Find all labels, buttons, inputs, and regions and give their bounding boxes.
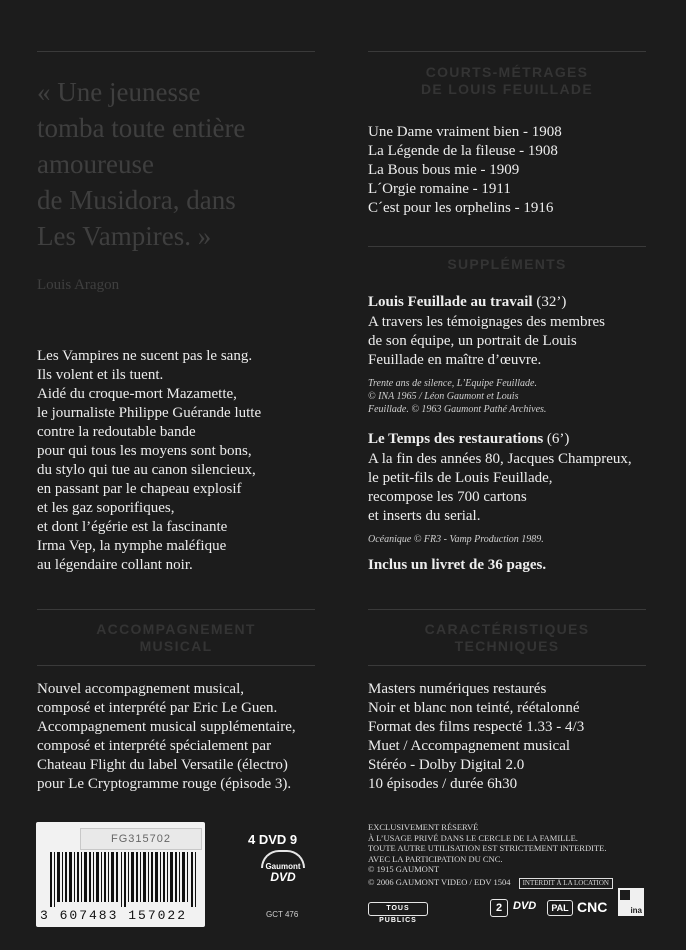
- legal-line: AVEC LA PARTICIPATION DU CNC.: [368, 853, 503, 864]
- legal-line-last: [368, 877, 613, 889]
- divider: [368, 246, 646, 247]
- barcode-number: 3 607483 157022: [40, 908, 188, 923]
- supplement-2-desc: [368, 450, 632, 526]
- divider: [368, 51, 646, 52]
- tech-heading-line: CARACTÉRISTIQUES: [424, 621, 590, 637]
- gaumont-dvd-logo: [258, 850, 308, 892]
- supplement-1-desc: [368, 313, 605, 370]
- barcode-label: [36, 822, 205, 927]
- desc-line: le petit-fils de Louis Feuillade,: [368, 470, 553, 486]
- logo-bottom-text: DVD: [270, 870, 296, 884]
- synopsis-line: pour qui tous les moyens sont bons,: [37, 443, 252, 459]
- list-item: La Bous bous mie - 1909: [368, 162, 520, 178]
- spec-line: Stéréo - Dolby Digital 2.0: [368, 757, 525, 773]
- synopsis-line: du stylo qui tue au canon silencieux,: [37, 462, 256, 478]
- legal-line: EXCLUSIVEMENT RÉSERVÉ: [368, 822, 479, 832]
- catalog-code: GCT 476: [266, 910, 299, 919]
- supplement-title: Louis Feuillade au travail: [368, 294, 533, 310]
- music-line: composé et interprété spécialement par: [37, 738, 272, 754]
- legal-line: © 2006 GAUMONT VIDEO / EDV 1504: [368, 877, 511, 887]
- list-item: La Légende de la fileuse - 1908: [368, 143, 558, 159]
- synopsis: [37, 347, 261, 575]
- synopsis-line: et dont l’égérie est la fascinante: [37, 519, 228, 535]
- spec-line: Noir et blanc non teinté, réétalonné: [368, 700, 580, 716]
- music-line: pour Le Cryptogramme rouge (épisode 3).: [37, 776, 292, 792]
- divider: [37, 665, 315, 666]
- dvd-count: 4 DVD 9: [248, 832, 298, 847]
- pal-badge: PAL: [547, 900, 573, 916]
- synopsis-line: au légendaire collant noir.: [37, 557, 193, 573]
- booklet-note: Inclus un livret de 36 pages.: [368, 557, 547, 573]
- synopsis-line: Ils volent et ils tuent.: [37, 367, 164, 383]
- synopsis-line: contre la redoutable bande: [37, 424, 196, 440]
- list-item: C´est pour les orphelins - 1916: [368, 200, 554, 216]
- supplement-2-credits: [368, 533, 544, 546]
- desc-line: et inserts du serial.: [368, 508, 481, 524]
- legal-line: À L’USAGE PRIVÉ DANS LE CERCLE DE LA FAMILLE.: [368, 832, 578, 843]
- ina-logo: [618, 888, 644, 916]
- synopsis-line: Les Vampires ne sucent pas le sang.: [37, 348, 253, 364]
- desc-line: A travers les témoignages des membres: [368, 314, 606, 330]
- desc-line: recompose les 700 cartons: [368, 489, 527, 505]
- spec-line: Muet / Accompagnement musical: [368, 738, 571, 754]
- quote-line: amoureuse: [37, 149, 154, 179]
- legal-line: TOUTE AUTRE UTILISATION EST STRICTEMENT INTERDITE.: [368, 843, 607, 853]
- tous-publics-badge: TOUS PUBLICS: [368, 902, 428, 916]
- price-sticker: FG315702: [80, 828, 202, 850]
- ina-logo-square-icon: [620, 890, 630, 900]
- tech-heading-line: TECHNIQUES: [454, 638, 560, 654]
- legal-line: © 1915 GAUMONT: [368, 864, 440, 874]
- rental-prohibited-badge: INTERDIT À LA LOCATION: [519, 878, 613, 889]
- supplements-heading: SUPPLÉMENTS: [447, 256, 567, 272]
- synopsis-line: le journaliste Philippe Guérande lutte: [37, 405, 262, 421]
- desc-line: A la fin des années 80, Jacques Champreux,: [368, 451, 632, 467]
- shorts-heading-line: DE LOUIS FEUILLADE: [421, 81, 593, 97]
- divider: [368, 665, 646, 666]
- ina-logo-text: ina: [630, 906, 642, 915]
- music-heading-line: MUSICAL: [139, 638, 213, 654]
- quote-line: « Une jeunesse: [37, 77, 201, 107]
- credit-line: Trente ans de silence, L’Equipe Feuillade.: [368, 378, 537, 389]
- desc-line: Feuillade en maître d’œuvre.: [368, 352, 542, 368]
- credit-line: © INA 1965 / Léon Gaumont et Louis: [368, 391, 519, 402]
- music-line: Nouvel accompagnement musical,: [37, 681, 245, 697]
- aragon-quote: [37, 74, 327, 254]
- spec-line: 10 épisodes / durée 6h30: [368, 776, 518, 792]
- spec-line: Format des films respecté 1.33 - 4/3: [368, 719, 585, 735]
- divider: [37, 51, 315, 52]
- supplement-2-title: [368, 430, 569, 449]
- quote-author: Louis Aragon: [37, 277, 120, 293]
- synopsis-line: Irma Vep, la nymphe maléfique: [37, 538, 227, 554]
- desc-line: de son équipe, un portrait de Louis: [368, 333, 577, 349]
- synopsis-line: Aidé du croque-mort Mazamette,: [37, 386, 237, 402]
- music-line: Chateau Flight du label Versatile (électro): [37, 757, 288, 773]
- tech-specs: [368, 680, 584, 794]
- shorts-list: [368, 123, 562, 218]
- credit-line: Océanique © FR3 - Vamp Production 1989.: [368, 534, 544, 545]
- supplement-duration: (32’): [536, 294, 567, 310]
- quote-line: de Musidora, dans: [37, 185, 236, 215]
- supplement-title: Le Temps des restaurations: [368, 431, 544, 447]
- divider: [37, 609, 315, 610]
- supplement-1-credits: [368, 377, 546, 416]
- music-heading-line: ACCOMPAGNEMENT: [96, 621, 256, 637]
- music-heading: [37, 621, 315, 655]
- cnc-logo: CNC: [577, 899, 608, 915]
- music-line: Accompagnement musical supplémentaire,: [37, 719, 296, 735]
- supplement-1-title: [368, 293, 566, 312]
- dvd-format-icon: DVD: [513, 900, 537, 912]
- music-line: composé et interprété par Eric Le Guen.: [37, 700, 278, 716]
- divider: [368, 609, 646, 610]
- logo-top-text: Gaumont: [265, 862, 301, 871]
- supplement-duration: (6’): [546, 431, 570, 447]
- quote-line: Les Vampires. »: [37, 221, 212, 251]
- quote-line: tomba toute entière: [37, 113, 246, 143]
- barcode-icon: [50, 852, 198, 907]
- list-item: L´Orgie romaine - 1911: [368, 181, 511, 197]
- list-item: Une Dame vraiment bien - 1908: [368, 124, 562, 140]
- music-text: [37, 680, 296, 794]
- region-badge: 2: [490, 899, 508, 917]
- shorts-heading-line: COURTS-MÉTRAGES: [425, 64, 589, 80]
- credit-line: Feuillade. © 1963 Gaumont Pathé Archives.: [368, 404, 547, 415]
- shorts-heading: [368, 64, 646, 98]
- synopsis-line: et les gaz soporifiques,: [37, 500, 175, 516]
- legal-notice: [368, 822, 606, 875]
- tech-heading: [368, 621, 646, 655]
- spec-line: Masters numériques restaurés: [368, 681, 547, 697]
- synopsis-line: en passant par le chapeau explosif: [37, 481, 242, 497]
